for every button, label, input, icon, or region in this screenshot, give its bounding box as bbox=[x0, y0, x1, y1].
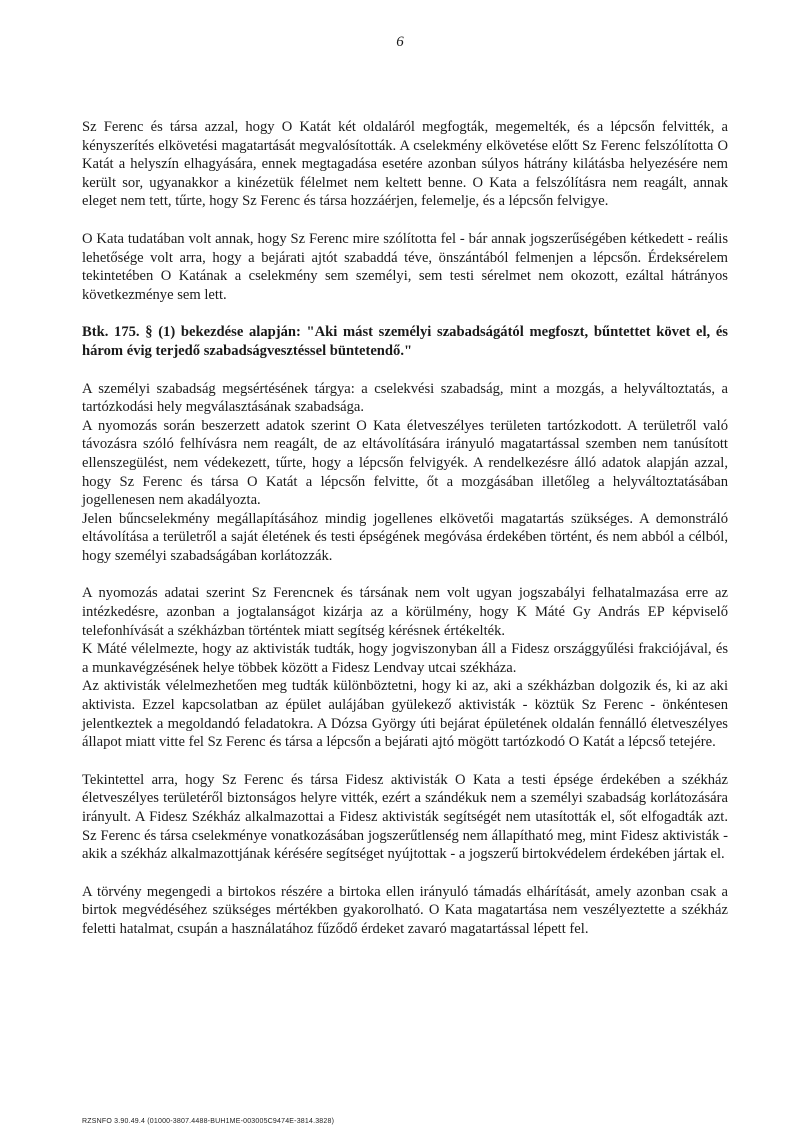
paragraph-text: O Kata tudatában volt annak, hogy Sz Ferenc mire szólította fel - bár annak jogszerűségében kétkedett - reális lehetősége volt arra, hogy a bejárati ajtót szabaddá téve, önszántából felmenjen a lépcsőn. Érdeksérelem tekintetében O Katának a cselekmény sem személyi, sem testi sérelmet nem okozott, ezáltal hátrányos következménye sem lett. bbox=[82, 230, 728, 303]
document-body bbox=[82, 118, 728, 958]
page-number: 6 bbox=[396, 34, 404, 50]
section-3 bbox=[82, 771, 728, 864]
paragraph-text: A nyomozás adatai szerint Sz Ferencnek és társának nem volt ugyan jogszabályi felhatalmazása erre az intézkedésre, azonban a jogtalanságot kizárja az a körülmény, hogy K Máté Gy András EP képviselő telefonhívását a székházban történtek miatt segítség kérésnek értékelték. bbox=[82, 585, 728, 639]
document-footer-id: RZSNFO 3.90.49.4 (01000-3807.4488-BUH1ME-003005C9474E-3814.3828) bbox=[82, 1118, 335, 1125]
section-2 bbox=[82, 584, 728, 751]
paragraph-text: A személyi szabadság megsértésének tárgya: a cselekvési szabadság, mint a mozgás, a helyváltoztatás, a tartózkodási hely megválasztásának szabadsága. bbox=[82, 380, 728, 416]
paragraph-text: A törvény megengedi a birtokos részére a birtoka ellen irányuló támadás elhárítását, amely azonban csak a birtok megvédéséhez szükséges mértékben gyakorolható. O Kata magatartása nem veszélyeztette a székház feletti hatalmat, csupán a használatához fűződő érdeket zavaró magatartással lépett fel. bbox=[82, 883, 728, 937]
paragraph-1 bbox=[82, 118, 728, 211]
section-4 bbox=[82, 883, 728, 939]
legal-heading: Btk. 175. § (1) bekezdése alapján: "Aki mást személyi szabadságától megfoszt, bűntettet követ el, és három évig terjedő szabadságvesztéssel büntetendő." bbox=[82, 324, 728, 359]
paragraph-text: Jelen bűncselekmény megállapításához mindig jogellenes elkövetői magatartás szükséges. A demonstráló eltávolítása a területről a saját életének és testi épségének megóvása érdekében történt, és nem abból a célból, hogy személyi szabadságában korlátozzák. bbox=[82, 510, 728, 564]
paragraph-text: K Máté vélelmezte, hogy az aktivisták tudták, hogy jogviszonyban áll a Fidesz országgyűlési frakciójával, és a munkavégzésének helye többek között a Fidesz Lendvay utcai székháza. bbox=[82, 641, 728, 676]
section-1 bbox=[82, 380, 728, 566]
paragraph-text: Tekintettel arra, hogy Sz Ferenc és társa Fidesz aktivisták O Kata a testi épsége érdekében a székház életveszélyes területéről biztonságos helyre vitték, ezért a szándékuk nem a személyi szabadság korlátozására irányult. A Fidesz Székház alkalmazottai a Fidesz aktivisták segítségét nem utasították el, sőt elfogadták azt. Sz Ferenc és társa cselekménye vonatkozásában jogszerűtlenség nem állapítható meg, mint Fidesz aktivisták - akik a székház alkalmazottjának kérésére segítséget nyújtottak - a jogszerű birtokvédelem érdekében jártak el. bbox=[82, 771, 728, 863]
paragraph-text: Az aktivisták vélelmezhetően meg tudták különböztetni, hogy ki az, aki a székházban dolgozik és, ki az aki aktivista. Ezzel kapcsolatban az épület aulájában gyülekező aktivisták - köztük Sz Ferenc - önkéntesen jelentkeztek a megoldandó feladatokra. A Dózsa György úti bejárat épületének oldalán fennálló életveszélyes állapot miatt vitte fel Sz Ferenc és társa a lépcsőn a bejárati ajtó mögött tartózkodó O Katát a lépcső tetejére. bbox=[82, 678, 728, 751]
paragraph-text: Sz Ferenc és társa azzal, hogy O Katát két oldaláról megfogták, megemelték, és a lépcsőn felvitték, a kényszerítés elkövetési magatartását megvalósították. A cselekmény elkövetése előtt Sz Ferenc felszólította O Katát a helyszín elhagyására, ennek megtagadása esetére azonban súlyos hátrány kilátásba helyezésére nem került sor, ugyanakkor a kinézetük félelmet nem keltett benne. O Kata a felszólításra nem reagált, annak eleget nem tett, tűrte, hogy Sz Ferenc és társa hozzáérjen, felemelje, és a lépcsőn felvigye. bbox=[82, 119, 728, 210]
paragraph-text: A nyomozás során beszerzett adatok szerint O Kata életveszélyes területen tartózkodott. A területről való távozásra szóló felhívásra nem reagált, de az eltávolítására irányuló magatartással szemben nem tanúsított ellenszegülést, nem védekezett, tűrte, hogy a lépcsőn felvigyék. A rendelkezésre álló adatok alapján azzal, hogy Sz Ferenc és társa O Katát a lépcsőn felvitte, őt a mozgásában illetőleg a helyváltoztatásában jogellenesen nem akadályozta. bbox=[82, 417, 728, 509]
paragraph-2 bbox=[82, 230, 728, 304]
